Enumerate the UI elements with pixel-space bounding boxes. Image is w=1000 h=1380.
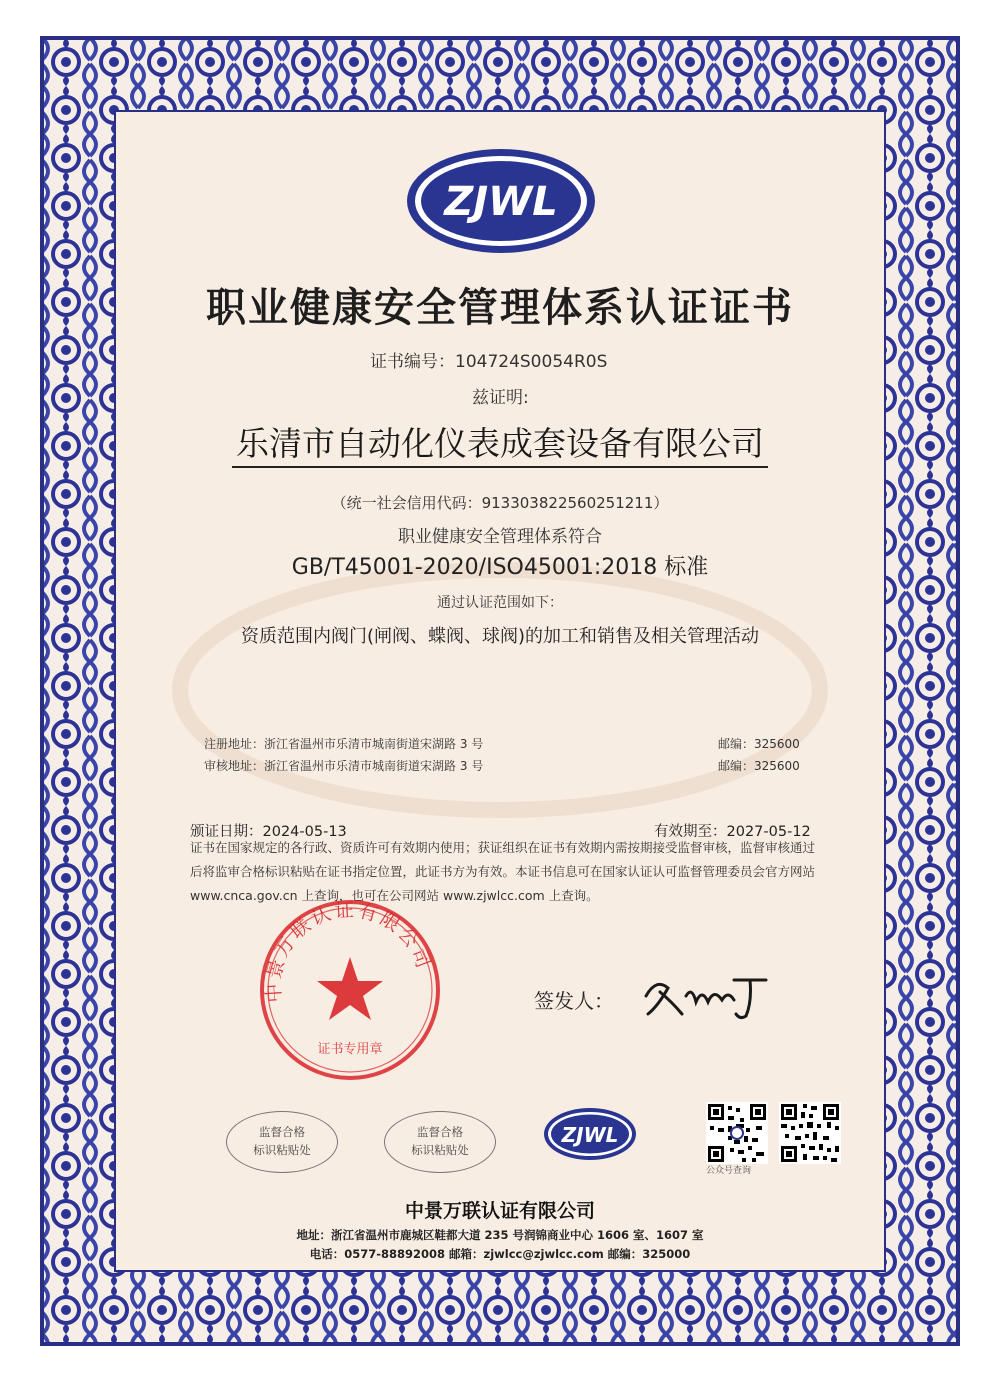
certificate-number	[370, 347, 607, 372]
svg-text:中景万联认证有限公司: 中景万联认证有限公司	[262, 899, 436, 1004]
qr-code-wechat[interactable]	[706, 1102, 768, 1164]
company-name: 乐清市自动化仪表成套设备有限公司	[0, 418, 1000, 465]
notice-line-2: 后将监审合格标识粘贴在证书指定位置，此证书方为有效。本证书信息可在国家认证认可监督管理委员会官方网站	[190, 864, 816, 879]
expiry-date: 有效期至：2027-05-12	[654, 824, 811, 840]
standard-text: GB/T45001-2020/ISO45001:2018 标准	[291, 555, 709, 580]
scope-heading: 通过认证范围如下：	[437, 595, 563, 611]
official-seal	[255, 895, 445, 1085]
svg-text:ZJWL: ZJWL	[444, 179, 558, 225]
reg-postcode: 邮编：325600	[718, 737, 800, 751]
hereby-text: 兹证明:	[472, 388, 529, 408]
supervision-badge-1: 监督合格 标识粘贴处	[226, 1111, 338, 1173]
cert-no-label: 证书编号：	[370, 352, 455, 372]
signature	[638, 966, 778, 1026]
zjwl-logo-top	[403, 145, 599, 257]
qr-code-website[interactable]	[779, 1102, 841, 1164]
audit-address: 审核地址：浙江省温州市乐清市城南街道宋湖路 3 号	[204, 759, 484, 773]
notice-line-1: 证书在国家规定的各行政、资质许可有效期内使用；获证组织在证书有效期内需按期接受监督审核，监督审核通过	[190, 840, 816, 855]
supervision-badge-2: 监督合格 标识粘贴处	[384, 1111, 496, 1173]
svg-text:证书专用章: 证书专用章	[317, 1042, 383, 1057]
signer-label: 签发人：	[534, 989, 614, 1013]
credit-code: （统一社会信用代码：91330382256025121​1）	[331, 494, 669, 512]
certificate-title: 职业健康安全管理体系认证证书	[206, 285, 794, 331]
issue-date: 颁证日期：2024-05-13	[190, 824, 347, 840]
audit-postcode: 邮编：325600	[718, 759, 800, 773]
zjwl-logo-bottom	[542, 1106, 638, 1162]
scope-text: 资质范围内阀门(闸阀、蝶阀、球阀)的加工和销售及相关管理活动	[240, 626, 760, 647]
issuer-address: 地址：浙江省温州市鹿城区鞋都大道 235 号润锦商业中心 1606 室、1607 室	[296, 1228, 704, 1242]
issuer-contact: 电话：0577-88892008 邮箱：zjwlcc@zjwlcc.com 邮编：325000	[309, 1247, 691, 1261]
reg-address: 注册地址：浙江省温州市乐清市城南街道宋湖路 3 号	[204, 737, 484, 751]
svg-text:ZJWL: ZJWL	[561, 1123, 619, 1147]
conform-text: 职业健康安全管理体系符合	[398, 527, 602, 547]
cert-no-value: 104724S0054R0S	[455, 352, 608, 372]
notice-line-3: www.cnca.gov.cn 上查询，也可在公司网站 www.zjwlcc.com 上查询。	[190, 888, 599, 903]
qr-label: 公众号查询	[706, 1166, 752, 1176]
issuer-name: 中景万联认证有限公司	[404, 1200, 595, 1222]
